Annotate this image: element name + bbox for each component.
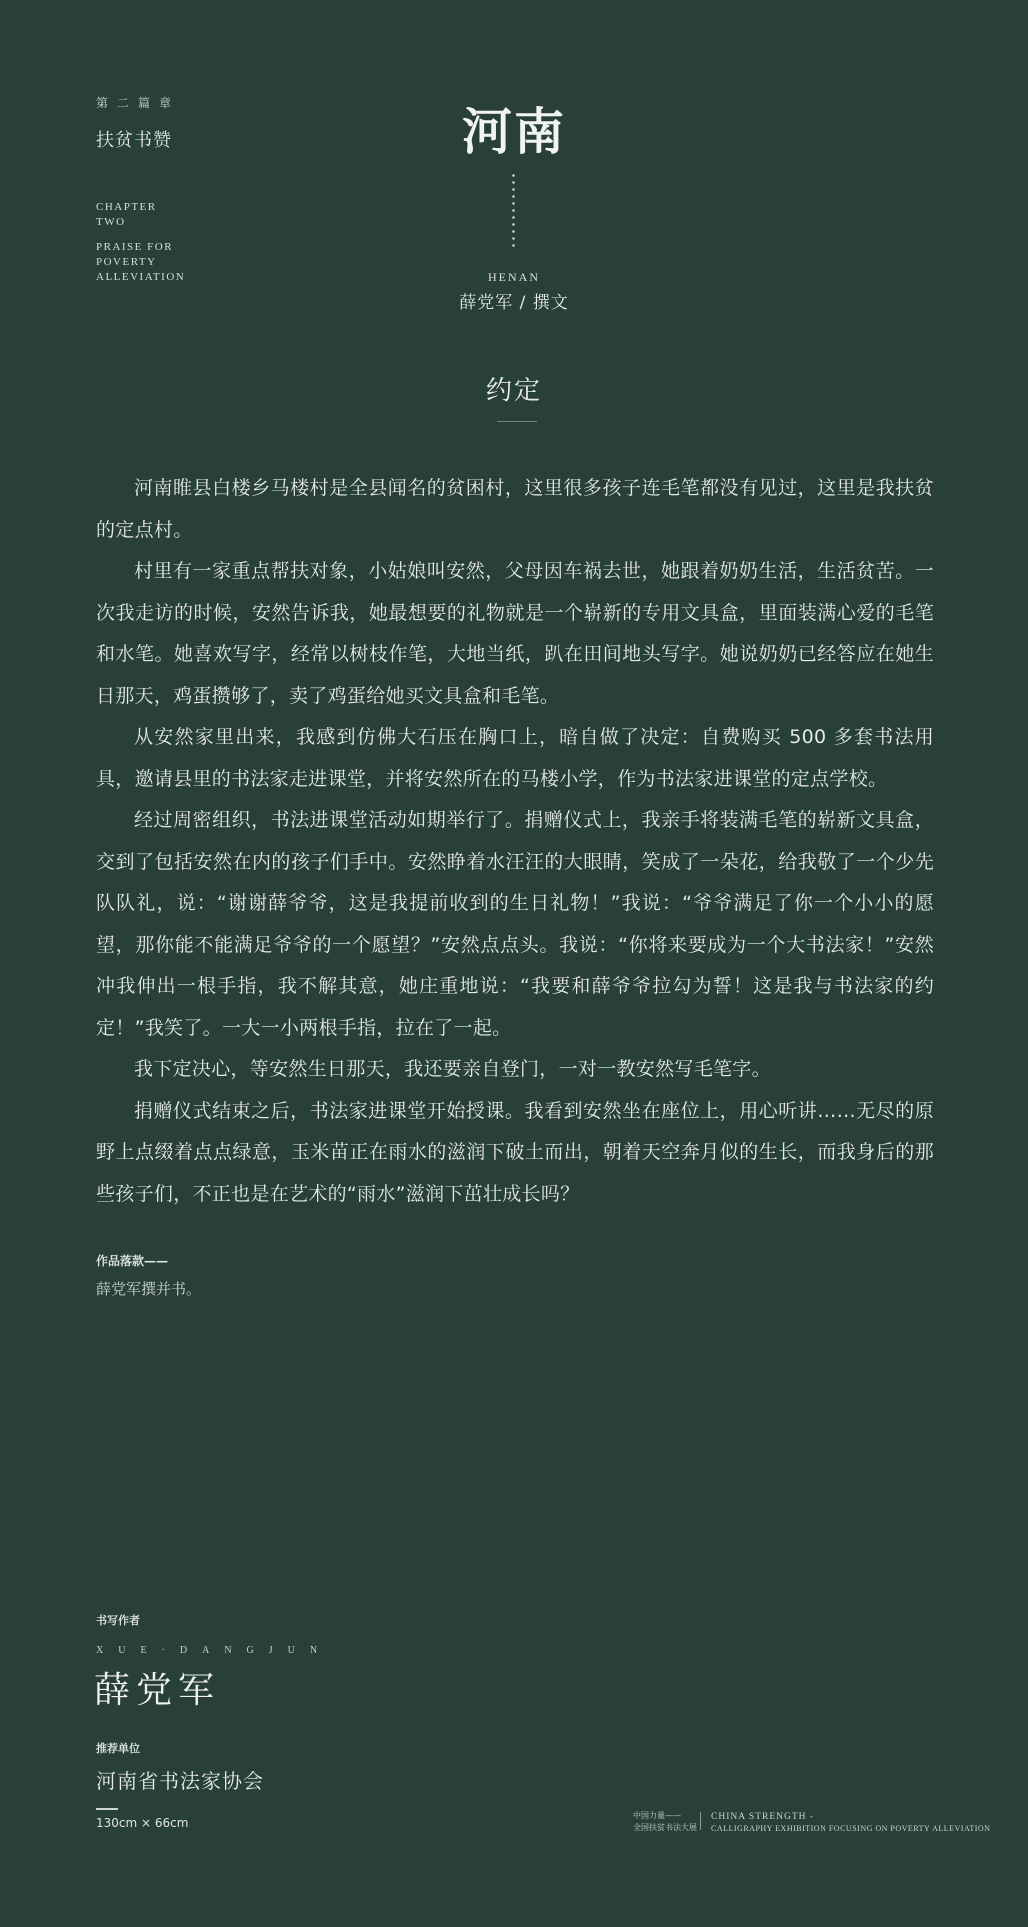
recommender-name: 河南省书法家协会 xyxy=(96,1769,264,1793)
chapter-number-en xyxy=(96,200,157,230)
article-body xyxy=(96,468,934,1215)
article-title: 约定 xyxy=(485,376,542,406)
writer-label: 书写作者 xyxy=(96,1614,140,1627)
writer-name: 薛党军 xyxy=(94,1670,221,1711)
logo-en-line: CHINA STRENGTH - xyxy=(711,1812,815,1822)
chapter-subtitle-cn: 扶贫书赞 xyxy=(96,130,172,151)
work-size: 130cm × 66cm xyxy=(96,1816,189,1830)
title-underline xyxy=(497,421,537,422)
writer-pinyin: XUE·DANGJUN xyxy=(96,1645,333,1656)
article-paragraph: 从安然家里出来，我感到仿佛大石压在胸口上，暗自做了决定：自费购买 500 多套书法用具，邀请县里的书法家走进课堂，并将安然所在的马楼小学，作为书法家进课堂的定点学校。 xyxy=(96,726,934,790)
chapter-en-line: ALLEVIATION xyxy=(96,271,186,283)
logo-divider xyxy=(700,1812,701,1830)
inscription-text: 薛党军撰并书。 xyxy=(96,1280,202,1298)
byline: 薛党军 / 撰文 xyxy=(459,293,569,313)
logo-en-line: CALLIGRAPHY EXHIBITION FOCUSING ON POVERTY ALLEVIATION xyxy=(711,1824,991,1833)
chapter-en-line: PRAISE FOR xyxy=(96,241,174,253)
inscription-label: 作品落款—— xyxy=(96,1254,169,1268)
article-paragraph: 河南睢县白楼乡马楼村是全县闻名的贫困村，这里很多孩子连毛笔都没有见过，这里是我扶贫的定点村。 xyxy=(96,477,934,541)
article-paragraph: 捐赠仪式结束之后，书法家进课堂开始授课。我看到安然坐在座位上，用心听讲……无尽的原野上点缀着点点绿意，玉米苗正在雨水的滋润下破土而出，朝着天空奔月似的生长，而我身后的那些孩子们，不正也是在艺术的“雨水”滋润下茁壮成长吗？ xyxy=(96,1099,934,1205)
chapter-en-line: TWO xyxy=(96,216,126,228)
province-title-en: HENAN xyxy=(488,270,540,284)
article-paragraph: 经过周密组织，书法进课堂活动如期举行了。捐赠仪式上，我亲手将装满毛笔的崭新文具盒，交到了包括安然在内的孩子们手中。安然睁着水汪汪的大眼睛，笑成了一朵花，给我敬了一个少先队队礼，说：“谢谢薛爷爷，这是我提前收到的生日礼物！”我说：“爷爷满足了你一个小小的愿望，那你能不能满足爷爷的一个愿望？”安然点点头。我说：“你将来要成为一个大书法家！”安然冲我伸出一根手指，我不解其意，她庄重地说：“我要和薛爷爷拉勾为誓！这是我与书法家的约定！”我笑了。一大一小两根手指，拉在了一起。 xyxy=(96,809,934,1039)
exhibition-logo-cn xyxy=(633,1810,697,1834)
size-divider xyxy=(96,1808,118,1810)
province-title: 河南 xyxy=(462,102,566,161)
dotted-divider xyxy=(512,172,515,248)
logo-cn-line: 全国扶贫书法大展 xyxy=(633,1823,697,1832)
exhibition-logo-en xyxy=(711,1811,990,1835)
article-paragraph: 我下定决心，等安然生日那天，我还要亲自登门，一对一教安然写毛笔字。 xyxy=(134,1058,771,1080)
chapter-number-cn: 第二篇章 xyxy=(96,96,181,110)
logo-cn-line: 中国力量—— xyxy=(633,1811,681,1820)
chapter-en-line: CHAPTER xyxy=(96,201,157,213)
article-paragraph: 村里有一家重点帮扶对象，小姑娘叫安然，父母因车祸去世，她跟着奶奶生活，生活贫苦。一次我走访的时候，安然告诉我，她最想要的礼物就是一个崭新的专用文具盒，里面装满心爱的毛笔和水笔。她喜欢写字，经常以树枝作笔，大地当纸，趴在田间地头写字。她说奶奶已经答应在她生日那天，鸡蛋攒够了，卖了鸡蛋给她买文具盒和毛笔。 xyxy=(96,560,934,707)
recommender-label: 推荐单位 xyxy=(96,1742,140,1755)
chapter-en-line: POVERTY xyxy=(96,256,157,268)
